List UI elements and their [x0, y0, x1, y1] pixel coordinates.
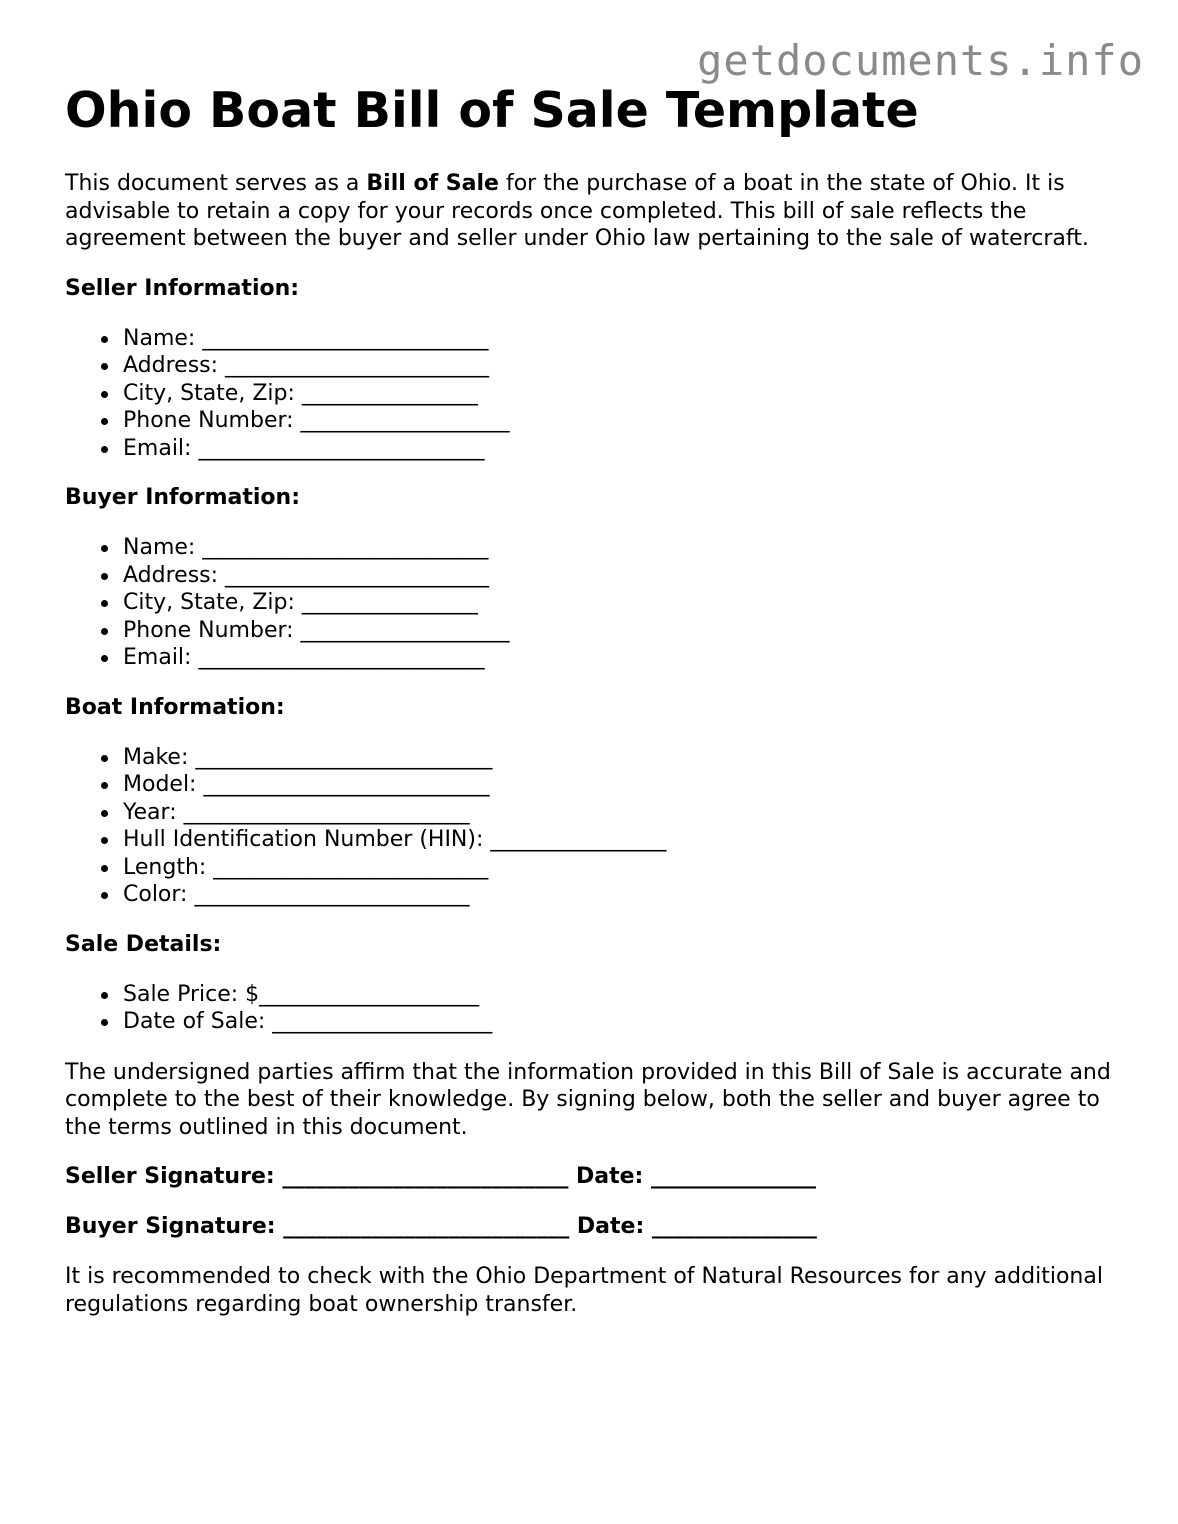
fill-in-blank[interactable]: ________________________ — [225, 562, 490, 588]
watermark: getdocuments.info — [697, 36, 1144, 85]
sale-price-field[interactable] — [123, 981, 1125, 1009]
field-label: Email: — [123, 645, 199, 670]
fill-in-blank[interactable]: __________________________ — [198, 645, 485, 670]
boat-length-field[interactable] — [123, 854, 1125, 882]
intro-paragraph — [65, 170, 1125, 253]
boat-field-list — [65, 744, 1125, 909]
field-label: Date of Sale: — [123, 1009, 273, 1034]
field-label: Phone Number: — [123, 408, 301, 433]
field-label: Address: — [123, 562, 226, 588]
fill-in-blank[interactable]: _________________________ — [194, 882, 470, 907]
buyer-signature-label: Buyer Signature: — [65, 1214, 284, 1239]
regulation-note: It is recommended to check with the Ohio Department of Natural Resources for any additional regulations regarding boat ownership transfer. — [65, 1264, 1103, 1317]
field-label: Sale Price: $ — [123, 981, 260, 1007]
intro-bold-term: Bill of Sale — [366, 171, 499, 196]
field-label: Name: — [123, 325, 203, 351]
buyer-city-state-zip-field[interactable] — [123, 589, 1125, 617]
seller-city-state-zip-field[interactable] — [123, 380, 1125, 408]
intro-text-after: for the purchase of a boat in the state of Ohio. It is advisable to retain a copy for your records once completed. This bill of sale reflects the agreement between the buyer and seller under Ohio law pertaining to the sale of watercraft. — [65, 171, 1089, 251]
page-title: Ohio Boat Bill of Sale Template — [65, 82, 919, 139]
seller-date-blank[interactable]: _______________ — [651, 1164, 816, 1189]
sale-field-list — [65, 981, 1125, 1036]
seller-field-list — [65, 325, 1125, 463]
fill-in-blank[interactable]: ________________ — [301, 590, 478, 615]
buyer-heading: Buyer Information: — [65, 485, 300, 510]
seller-signature-row — [65, 1163, 1125, 1191]
field-label: Hull Identification Number (HIN): — [123, 827, 491, 852]
seller-signature-label: Seller Signature: — [65, 1164, 283, 1189]
seller-phone-field[interactable] — [123, 407, 1125, 435]
seller-address-field[interactable] — [123, 352, 1125, 380]
fill-in-blank[interactable]: __________________________ — [198, 435, 485, 461]
boat-hin-field[interactable] — [123, 826, 1125, 854]
buyer-name-field[interactable] — [123, 534, 1125, 562]
buyer-date-label: Date: — [569, 1214, 652, 1239]
field-label: Name: — [123, 535, 203, 560]
fill-in-blank[interactable]: ___________________________ — [195, 744, 493, 770]
closing-paragraph: The undersigned parties affirm that the information provided in this Bill of Sale is accurate and complete to the best of their knowledge. By signing below, both the seller and buyer agree to the terms outlined in this document. — [65, 1059, 1111, 1140]
fill-in-blank[interactable]: ___________________ — [300, 617, 510, 643]
buyer-date-blank[interactable]: _______________ — [651, 1214, 817, 1239]
fill-in-blank[interactable]: ________________________ — [225, 353, 490, 378]
seller-name-field[interactable] — [123, 325, 1125, 353]
field-label: Address: — [123, 353, 226, 378]
field-label: Email: — [123, 435, 199, 461]
buyer-address-field[interactable] — [123, 562, 1125, 590]
fill-in-blank[interactable]: __________________________ — [202, 325, 489, 351]
fill-in-blank[interactable]: __________________________ — [183, 799, 470, 825]
fill-in-blank[interactable]: ___________________ — [300, 408, 510, 433]
document-page — [65, 82, 1125, 1318]
buyer-email-field[interactable] — [123, 644, 1125, 672]
boat-year-field[interactable] — [123, 799, 1125, 827]
seller-date-label: Date: — [568, 1164, 651, 1189]
fill-in-blank[interactable]: ____________________ — [259, 981, 480, 1007]
field-label: Year: — [123, 799, 184, 825]
sale-heading: Sale Details: — [65, 931, 222, 957]
buyer-phone-field[interactable] — [123, 617, 1125, 645]
fill-in-blank[interactable]: ________________ — [301, 380, 478, 406]
boat-make-field[interactable] — [123, 744, 1125, 772]
seller-heading: Seller Information: — [65, 275, 300, 301]
intro-text-before: This document serves as a — [65, 171, 367, 196]
field-label: Make: — [123, 744, 196, 770]
field-label: City, State, Zip: — [123, 380, 302, 406]
fill-in-blank[interactable]: _________________________ — [213, 854, 489, 880]
seller-signature-blank[interactable]: __________________________ — [282, 1164, 569, 1189]
field-label: Length: — [123, 854, 214, 880]
seller-email-field[interactable] — [123, 435, 1125, 463]
buyer-field-list — [65, 534, 1125, 672]
buyer-signature-row — [65, 1213, 1125, 1241]
fill-in-blank[interactable]: ____________________ — [272, 1009, 493, 1034]
boat-color-field[interactable] — [123, 881, 1125, 909]
buyer-signature-blank[interactable]: __________________________ — [283, 1214, 570, 1239]
boat-heading: Boat Information: — [65, 694, 285, 720]
fill-in-blank[interactable]: ________________ — [490, 827, 667, 852]
field-label: Model: — [123, 772, 204, 797]
sale-date-field[interactable] — [123, 1008, 1125, 1036]
boat-model-field[interactable] — [123, 771, 1125, 799]
field-label: City, State, Zip: — [123, 590, 302, 615]
field-label: Phone Number: — [123, 617, 301, 643]
fill-in-blank[interactable]: __________________________ — [202, 535, 489, 560]
fill-in-blank[interactable]: __________________________ — [203, 772, 490, 797]
field-label: Color: — [123, 882, 195, 907]
